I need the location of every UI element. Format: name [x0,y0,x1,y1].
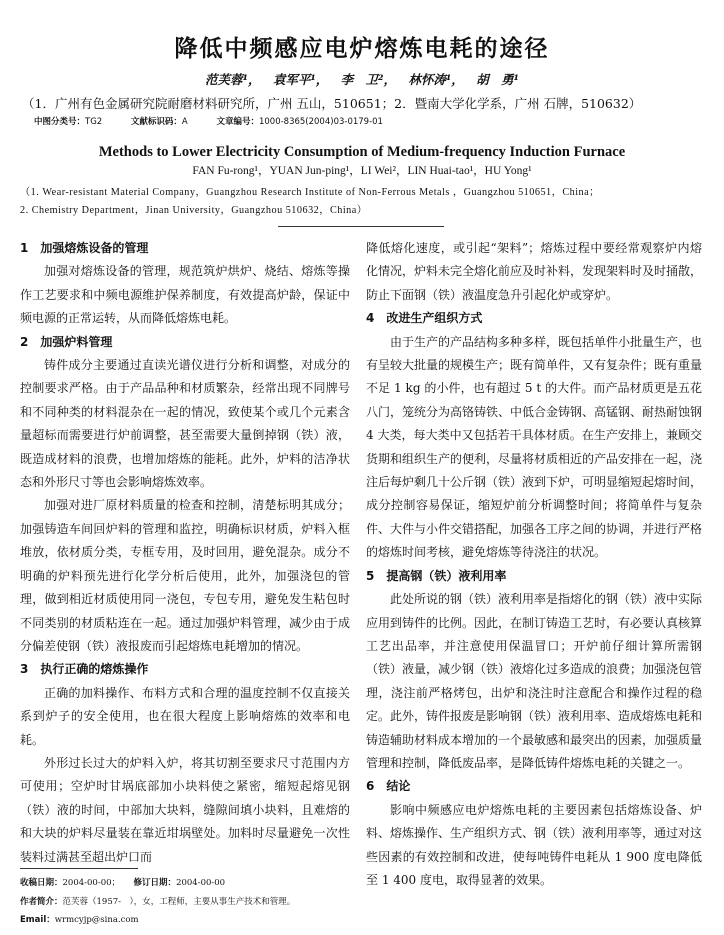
english-title: Methods to Lower Electricity Consumption of Medium-frequency Induction Furnace [98,144,626,160]
author-list: 范芙蓉¹， 袁军平¹， 李 卫²， 林怀涛¹， 胡 勇¹ [205,72,519,87]
section-heading-6: 6 结论 [366,779,411,794]
author-affiliation: （1．广州有色金属研究院耐磨材料研究所，广州 五山，510651；2．暨南大学化学系，广州 石牌，510632） [22,96,642,111]
english-affiliation-line-2: 2. Chemistry Department，Jinan University，Guangzhou 510632，China） [20,205,368,216]
right-column [366,237,702,892]
section-heading-2: 2 加强炉料管理 [20,334,113,349]
english-affiliation-line-1: （1. Wear-resistant Material Company，Guangzhou Research Institute of Non-Ferrous Metals ，Guangzhou 510651，China； [20,187,600,198]
clc-number: 中图分类号：TG2 [34,117,103,127]
section-3-paragraph-1: 正确的加料操作、布料方式和合理的温度控制不仅直接关系到炉子的安全使用，也在很大程度上影响熔炼的效率和电耗。 [20,685,350,747]
section-5-paragraph: 此处所说的钢（铁）液利用率是指熔化的钢（铁）液中实际应用到铸件的比例。因此，在制订铸造工艺时，有必要认真核算工艺出品率，并注意使用保温冒口；开炉前仔细计算所需钢（铁）液量，减少钢（铁）液熔化过多造成的浪费；加强浇包管理，浇注前严格烤包，出炉和浇注时注意配合和操作过程的稳定。此外，铸件报废是影响钢（铁）液利用率、造成熔炼电耗和铸造辅助材料成本增加的一个最敏感和最突出的因素，加强质量管理和控制，降低废品率，是降低铸件熔炼电耗的关键之一。 [366,592,703,770]
article-number: 文章编号：1000-8365(2004)03-0179-01 [216,117,383,127]
footnote-email: Email：wrmcyjp@sina.com [20,915,139,925]
footnote-author-bio: 作者简介：范芙蓉（1957- ），女，工程师，主要从事生产技术和管理。 [20,897,296,907]
section-1-paragraph: 加强对熔炼设备的管理，规范筑炉烘炉、烧结、熔炼等操作工艺要求和中频电源维护保养制度，有效提高炉龄，保证中频电源的正常运转，从而降低熔炼电耗。 [20,264,350,326]
footnote-divider [20,868,138,869]
section-2-paragraph-2: 加强对进厂原材料质量的检查和控制，清楚标明其成分；加强铸造车间回炉料的管理和监控，明确标识材质，炉料入框堆放，依材质分类，专框专用，及时回用，避免混杂。成分不明确的炉料预先进行化学分析后使用，此外，加强浇包的管理，做到相近材质使用同一浇包，专包专用，避免发生粘包时不同类别的材质粘连在一起。通过加强炉料管理，减少由于成分偏差使钢（铁）液报废而引起熔炼电耗增加的情况。 [20,498,350,653]
section-3-paragraph-2: 外形过长过大的炉料入炉，将其切割至要求尺寸范围内方可使用；空炉时甘埚底部加小块料使之紧密，缩短起熔见钢（铁）液的时间，中部加大块料，缝隙间填小块料，且难熔的和大块的炉料尽量装在靠近坩埚壁处。加料时尽量避免一次性装料过满甚至超出炉口而 [20,755,350,864]
section-6-paragraph: 影响中频感应电炉熔炼电耗的主要因素包括熔炼设备、炉料、熔炼操作、生产组织方式、钢（铁）液利用率等，通过对这些因素的有效控制和改进，使每吨铸件电耗从 1 900 度电降低至 1 400 度电，取得显著的效果。 [366,802,703,887]
section-heading-3: 3 执行正确的熔炼操作 [20,662,149,677]
document-code: 文献标识码：A [130,117,188,127]
section-3-paragraph-2-continued: 降低熔化速度，或引起“架料”；熔炼过程中要经常观察炉内熔化情况，炉料未完全熔化前应及时补料，发现架料时及时捅散，防止下面钢（铁）液温度急升引起化炉或穿炉。 [366,241,703,302]
section-4-paragraph: 由于生产的产品结构多种多样，既包括单件小批量生产，也有呈较大批量的规模生产；既有简单件，又有复杂件；既有重量不足 1 kg 的小件，也有超过 5 t 的大件。而产品材质更是五花八门，笼统分为高铬铸铁、中低合金铸钢、高锰钢、耐热耐蚀钢 4 大类，每大类中又包括若干具体材质。在生产安排上，兼顾交货期和组织生产的便利，尽量将材质相近的产品安排在一起，浇注后每炉剩几十公斤钢（铁）液到下炉，可明显缩短起熔时间，成分控制容易保证，缩短炉前分析调整时间；将简单件与复杂件、大件与小件交错搭配，加强各工序之间的协调，并进行严格的熔炼时间考核，避免熔炼等待浇注的状况。 [366,334,703,560]
english-author-list: FAN Fu-rong¹，YUAN Jun-ping¹，LI Wei²，LIN Huai-tao¹，HU Yong¹ [192,165,532,177]
section-heading-4: 4 改进生产组织方式 [366,311,483,326]
section-2-paragraph-1: 铸件成分主要通过直读光谱仪进行分析和调整，对成分的控制要求严格。由于产品品种和材质繁杂，经常出现不同牌号和不同种类的材料混杂在一起的情况，致使某个或几个元素含量超标而需要进行炉前调整，甚至需要大量倒掉钢（铁）液，既造成材料的浪费，也增加熔炼的能耗。此外，炉料的洁净状态和外形尺寸等也会影响熔炼效率。 [20,358,350,490]
classification-metadata [34,115,409,127]
section-heading-5: 5 提高钢（铁）液利用率 [366,568,507,583]
paper-title: 降低中频感应电炉熔炼电耗的途径 [174,36,550,62]
header-divider [278,226,444,227]
footnote-dates: 收稿日期：2004-00-00； 修订日期：2004-00-00 [20,878,226,888]
left-column [20,237,350,869]
section-heading-1: 1 加强熔炼设备的管理 [20,241,149,255]
